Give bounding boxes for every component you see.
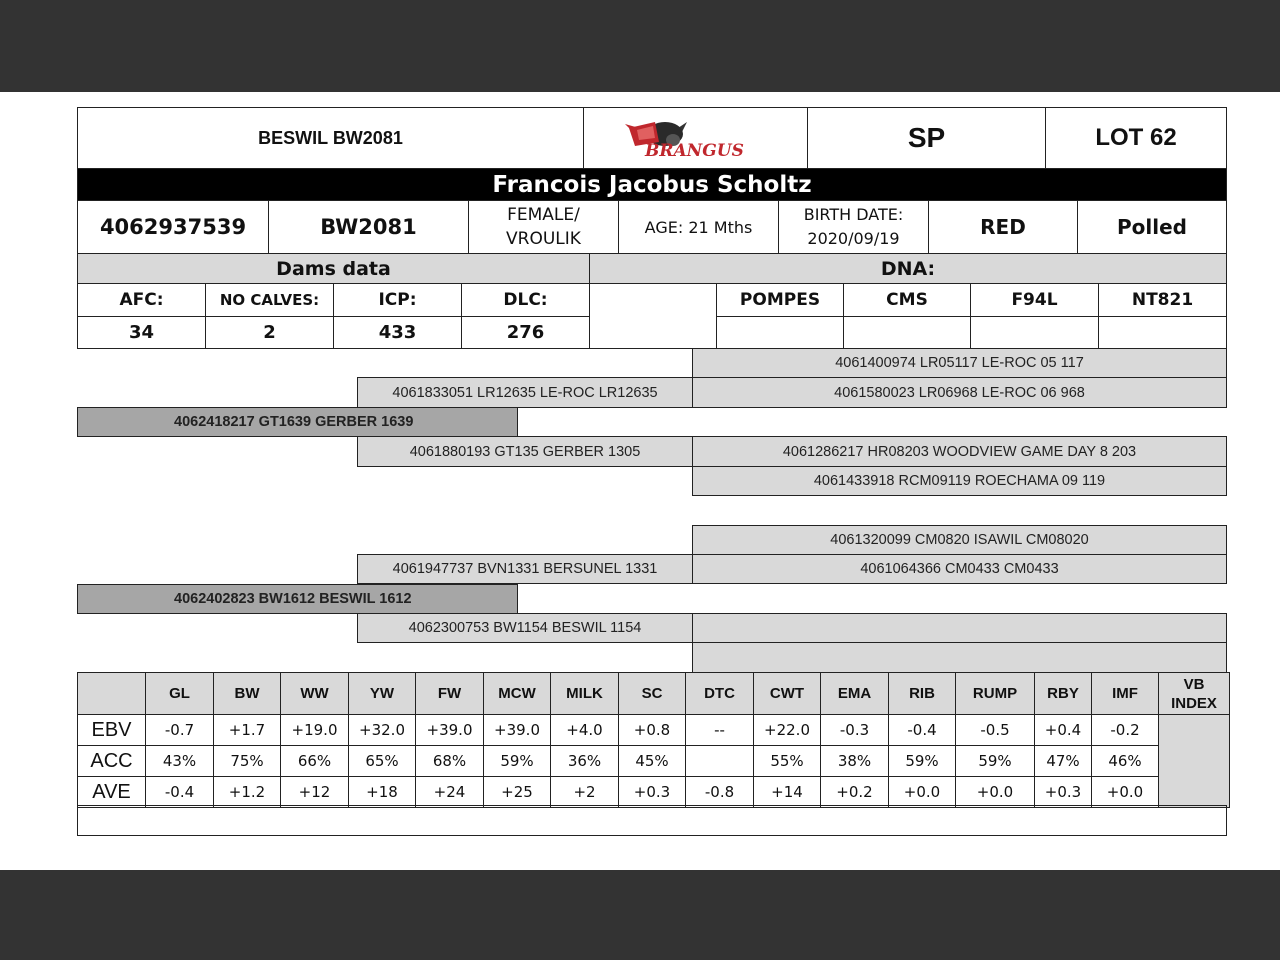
ave-cell: +24 [416,777,484,808]
ebv-col-header: IMF [1092,673,1159,715]
lot-number [1045,107,1227,169]
ebv-col-header: BW [214,673,281,715]
dna-pompes-text: POMPES [739,290,821,310]
no-calves-value-text: 2 [263,322,276,343]
dna-blank-cell [589,283,717,349]
pedigree-dsd-text: 4061064366 CM0433 CM0433 [860,561,1059,577]
pedigree-dsd [692,554,1227,584]
ave-cell: +14 [754,777,821,808]
afc-value [77,316,206,349]
ebv-col-header: MCW [484,673,551,715]
ebv-col-header: DTC [686,673,754,715]
pedigree-sire-dam [357,436,693,467]
ebv-cell: +4.0 [551,715,619,746]
ebv-cell: -0.5 [956,715,1035,746]
sp-code-text: SP [907,122,946,153]
pedigree-sds-text: 4061286217 HR08203 WOODVIEW GAME DAY 8 203 [782,443,1137,460]
pedigree-dam-sire [357,554,693,584]
ave-cell: +12 [281,777,349,808]
ebv-corner-cell [78,673,146,715]
dna-heading [589,253,1227,284]
pedigree-sds [692,436,1227,467]
dams-data-heading [77,253,590,284]
animal-id [268,200,469,254]
pedigree-dss-text: 4061320099 CM0820 ISAWIL CM08020 [830,532,1089,548]
ebv-cell: +22.0 [754,715,821,746]
pedigree-ddd [692,642,1227,673]
icp-value [333,316,462,349]
pedigree-sire-sire [357,377,693,408]
ebv-cell: +0.8 [619,715,686,746]
ave-cell: -0.8 [686,777,754,808]
dlc-value-text: 276 [506,322,545,343]
no-calves-label [205,283,334,317]
pedigree-sss-text: 4061400974 LR05117 LE-ROC 05 117 [835,355,1084,371]
reg-number [77,200,269,254]
age [618,200,779,254]
animal-id-text: BW2081 [320,215,417,239]
vb-index-value [1159,715,1230,808]
acc-cell: 36% [551,746,619,777]
acc-cell: 55% [754,746,821,777]
pedigree-sss [692,348,1227,378]
dna-f94l-text: F94L [1011,290,1058,310]
ave-row-label: AVE [78,777,146,808]
dna-f94l-label [970,283,1099,317]
ave-cell: +25 [484,777,551,808]
icp-label [333,283,462,317]
owner-name-text: Francois Jacobus Scholtz [492,171,812,198]
dna-pompes-label [716,283,844,317]
dna-cms-label [843,283,971,317]
afc-label-text: AFC: [119,290,164,310]
dna-title: DNA: [880,257,936,280]
lot-number-text: LOT 62 [1095,124,1177,151]
ave-row [78,777,1230,808]
ebv-cell: +39.0 [416,715,484,746]
horn-status [1077,200,1227,254]
pedigree-dss [692,525,1227,555]
acc-cell: 43% [146,746,214,777]
animal-name [77,107,584,169]
icp-label-text: ICP: [378,290,417,310]
acc-cell: 59% [956,746,1035,777]
ebv-cell: +1.7 [214,715,281,746]
dna-nt821-value [1098,316,1227,349]
age-text: AGE: 21 Mths [644,217,753,237]
dna-nt821-label [1098,283,1227,317]
ebv-cell: +0.4 [1035,715,1092,746]
ebv-cell: +19.0 [281,715,349,746]
ave-cell: +0.2 [821,777,889,808]
ebv-col-header: MILK [551,673,619,715]
ebv-col-header: RIB [889,673,956,715]
horn-status-text: Polled [1117,215,1187,239]
ebv-cell: +32.0 [349,715,416,746]
pedigree-sire-text: 4062418217 GT1639 GERBER 1639 [174,414,414,430]
ebv-col-header: SC [619,673,686,715]
pedigree-sire-sire-text: 4061833051 LR12635 LE-ROC LR12635 [392,384,658,401]
icp-value-text: 433 [378,322,417,343]
ebv-table [77,672,1230,808]
pedigree-dam [77,584,518,614]
svg-text:BRANGUS: BRANGUS [645,141,744,161]
acc-row-label: ACC [78,746,146,777]
dna-cms-value [843,316,971,349]
sex-line-2: VROULIK [506,229,581,249]
pedigree-dam-text: 4062402823 BW1612 BESWIL 1612 [174,591,412,607]
vb-index-header [1159,673,1230,715]
animal-name-text: BESWIL BW2081 [258,127,403,148]
acc-row [78,746,1230,777]
pedigree-dam-sire-text: 4061947737 BVN1331 BERSUNEL 1331 [392,561,658,577]
ave-cell: +18 [349,777,416,808]
pedigree-dam-dam [357,613,693,643]
ave-cell: -0.4 [146,777,214,808]
ave-cell: +0.0 [956,777,1035,808]
sp-code [807,107,1046,169]
pedigree-sire-dam-text: 4061880193 GT135 GERBER 1305 [409,443,641,460]
ebv-col-header: CWT [754,673,821,715]
ebv-col-header: FW [416,673,484,715]
acc-cell: 47% [1035,746,1092,777]
bull-head-icon [615,112,775,164]
ebv-col-header: WW [281,673,349,715]
birth-date [778,200,929,254]
ebv-col-header: YW [349,673,416,715]
afc-value-text: 34 [128,322,155,343]
vb-index-line-1: VB [1183,675,1205,693]
sex [468,200,619,254]
ebv-col-header: EMA [821,673,889,715]
reg-number-text: 4062937539 [99,215,247,239]
pedigree-sire [77,407,518,437]
acc-cell: 65% [349,746,416,777]
acc-cell: 59% [484,746,551,777]
ave-cell: +2 [551,777,619,808]
vb-index-line-2: INDEX [1171,694,1217,712]
dna-cms-text: CMS [886,290,928,310]
notes-row [77,805,1227,836]
acc-cell: 68% [416,746,484,777]
ave-cell: +1.2 [214,777,281,808]
sex-line-1: FEMALE/ [507,205,580,225]
ebv-cell: -- [686,715,754,746]
ebv-cell: -0.7 [146,715,214,746]
afc-label [77,283,206,317]
acc-cell: 66% [281,746,349,777]
dlc-label [461,283,590,317]
ebv-row [78,715,1230,746]
ave-cell: +0.3 [1035,777,1092,808]
ebv-row-label: EBV [78,715,146,746]
birth-date-label: BIRTH DATE: [803,205,904,224]
ebv-col-header: RBY [1035,673,1092,715]
ebv-cell: -0.3 [821,715,889,746]
acc-cell: 59% [889,746,956,777]
pedigree-sdd-text: 4061433918 RCM09119 ROECHAMA 09 119 [813,473,1106,489]
birth-date-value: 2020/09/19 [807,229,900,248]
acc-cell [686,746,754,777]
ebv-cell: +39.0 [484,715,551,746]
pedigree-dds [692,613,1227,643]
ave-cell: +0.0 [1092,777,1159,808]
ebv-col-header: RUMP [956,673,1035,715]
acc-cell: 45% [619,746,686,777]
brangus-logo [583,108,807,168]
ebv-cell: -0.4 [889,715,956,746]
colour-text: RED [980,215,1026,239]
dams-data-title: Dams data [276,257,391,280]
ebv-cell: -0.2 [1092,715,1159,746]
ave-cell: +0.3 [619,777,686,808]
dlc-value [461,316,590,349]
owner-name [77,168,1227,201]
acc-cell: 38% [821,746,889,777]
colour [928,200,1078,254]
pedigree-ssd-text: 4061580023 LR06968 LE-ROC 06 968 [834,384,1085,401]
pedigree-ssd [692,377,1227,408]
dna-f94l-value [970,316,1099,349]
ebv-col-header: GL [146,673,214,715]
dlc-label-text: DLC: [503,290,548,310]
ave-cell: +0.0 [889,777,956,808]
pedigree-sdd [692,466,1227,496]
ebv-header-row [78,673,1230,715]
no-calves-value [205,316,334,349]
dna-nt821-text: NT821 [1131,290,1194,310]
acc-cell: 75% [214,746,281,777]
acc-cell: 46% [1092,746,1159,777]
no-calves-label-text: NO CALVES: [219,291,320,309]
dna-pompes-value [716,316,844,349]
pedigree-dam-dam-text: 4062300753 BW1154 BESWIL 1154 [408,620,642,636]
